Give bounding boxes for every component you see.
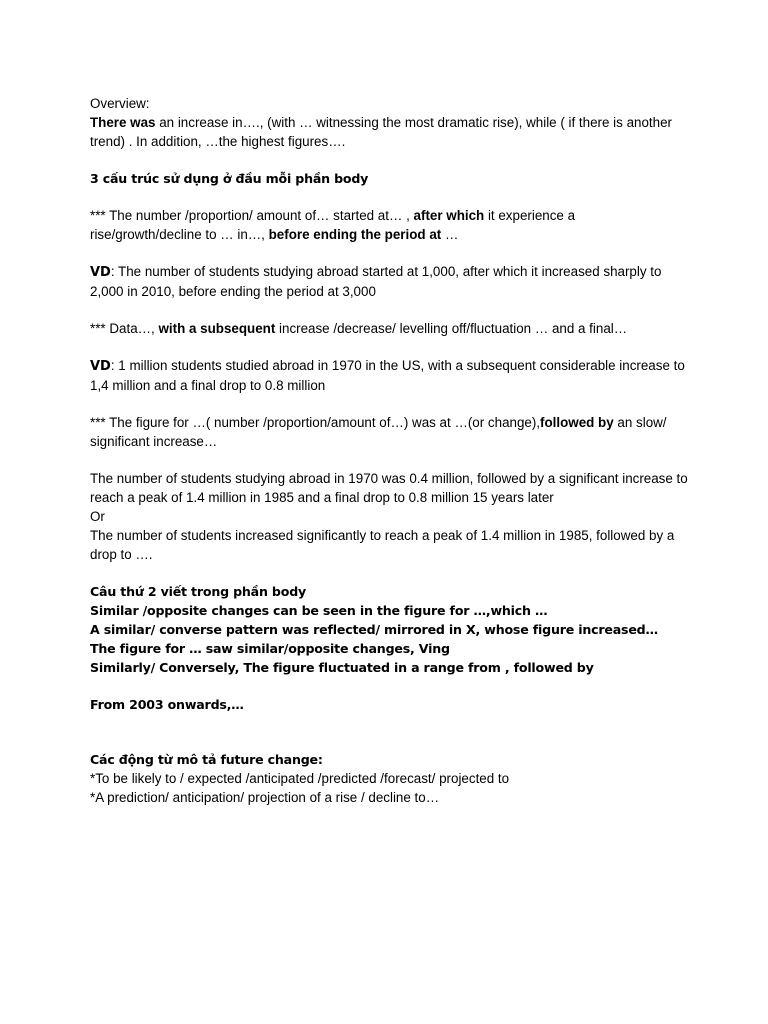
structure-2-with-subsequent: with a subsequent: [158, 321, 276, 336]
example-2-text: : 1 million students studied abroad in 1970 in the US, with a subsequent considerable increase to 1,4 million and a final drop to 0.8 million: [90, 358, 685, 393]
overview-text: an increase in…., (with … witnessing the most dramatic rise), while ( if there is another trend) . In addition, …the highest figures….: [90, 115, 672, 149]
document-page: [90, 94, 690, 807]
example-3-line-2: The number of students increased significantly to reach a peak of 1.4 million in 1985, followed by a drop to ….: [90, 528, 675, 562]
future-item: *To be likely to / expected /anticipated /predicted /forecast/ projected to: [90, 771, 510, 786]
structure-1-before-ending: before ending the period at: [268, 227, 442, 242]
structure-3-end: an slow/ significant increase…: [90, 415, 667, 449]
structure-1: [90, 206, 690, 244]
structure-1-after-which: after which: [413, 208, 485, 223]
structures-heading: 3 cấu trúc sử dụng ở đầu mỗi phần body: [90, 171, 369, 186]
overview-paragraph: [90, 113, 690, 151]
structure-2-end: increase /decrease/ levelling off/fluctuation … and a final…: [275, 321, 628, 336]
structure-3: [90, 413, 690, 451]
structure-3-prefix: *** The figure for …( number /proportion/amount of…) was at …(or change),: [90, 415, 541, 430]
from-2003-line: From 2003 onwards,…: [90, 697, 244, 712]
example-3-or: Or: [90, 509, 105, 524]
second-sentence-item: The figure for … saw similar/opposite changes, Ving: [90, 641, 450, 656]
future-item: *A prediction/ anticipation/ projection of a rise / decline to…: [90, 790, 440, 805]
example-3-line-1: The number of students studying abroad in 1970 was 0.4 million, followed by a significant increase to reach a peak of 1.4 million in 1985 and a final drop to 0.8 million 15 years later: [90, 471, 688, 505]
example-2: [90, 356, 690, 395]
structure-3-followed-by: followed by: [540, 415, 614, 430]
structure-2: [90, 319, 690, 338]
second-sentence-heading: Câu thứ 2 viết trong phần body: [90, 584, 307, 599]
example-2-label: VD: [90, 359, 111, 374]
structure-1-end: …: [441, 227, 459, 242]
second-sentence-item: Similarly/ Conversely, The figure fluctuated in a range from , followed by: [90, 660, 594, 675]
example-1-label: VD: [90, 265, 111, 280]
structure-2-prefix: *** Data…,: [90, 321, 159, 336]
overview-title: Overview:: [90, 96, 150, 111]
future-heading: Các động từ mô tả future change:: [90, 752, 323, 767]
overview-there-was: There was: [90, 115, 156, 130]
second-sentence-item: Similar /opposite changes can be seen in the figure for …,which …: [90, 603, 548, 618]
example-1-text: : The number of students studying abroad started at 1,000, after which it increased sharply to 2,000 in 2010, before ending the period at 3,000: [90, 264, 662, 299]
structure-1-prefix: *** The number /proportion/ amount of… started at… ,: [90, 208, 414, 223]
example-1: [90, 262, 690, 301]
structure-1-mid: it experience a rise/growth/decline to … in…,: [90, 208, 576, 242]
second-sentence-item: A similar/ converse pattern was reflected/ mirrored in X, whose figure increased…: [90, 622, 658, 637]
